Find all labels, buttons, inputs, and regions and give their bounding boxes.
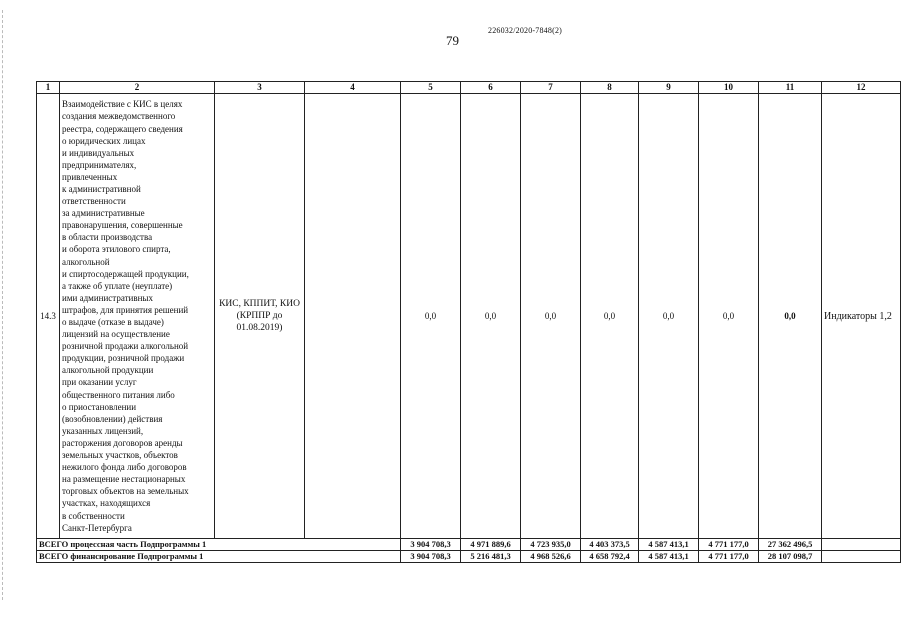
header-row [37,82,901,94]
col-header: 12 [822,82,901,94]
col-header: 10 [699,82,759,94]
description-line: за административные [62,208,145,219]
description-line: о юридических лицах [62,135,146,146]
description-line: и оборота этилового спирта, [62,244,171,255]
total-value: 27 362 496,5 [759,539,822,551]
total-value: 4 587 413,1 [639,551,699,563]
description-line: в собственности [62,510,125,521]
total-value: 3 904 708,3 [401,551,461,563]
value-cell: 0,0 [581,94,639,539]
description-line: продукции, розничной продажи [62,353,185,364]
value-cell: 0,0 [521,94,581,539]
col-header: 7 [521,82,581,94]
total-value: 4 771 177,0 [699,551,759,563]
total-row-process [37,539,901,551]
description-line: участках, находящихся [62,498,151,509]
description-line: а также об уплате (неуплате) [62,280,173,291]
description-line: о выдаче (отказе в выдаче) [62,317,164,327]
description-line: Санкт-Петербурга [62,522,132,533]
col-header: 8 [581,82,639,94]
total-value: 4 771 177,0 [699,539,759,551]
total-value: 4 403 373,5 [581,539,639,551]
description-line: о приостановлении [62,401,137,412]
description-line: и индивидуальных [62,147,135,158]
description-line: земельных участков, объектов [62,450,178,461]
description-line: ими административных [62,292,153,303]
col-header: 5 [401,82,461,94]
description-line: (возобновлении) действия [62,413,163,424]
description-line: алкогольной продукции [62,365,154,376]
total-value: 4 658 792,4 [581,551,639,563]
description-lines [62,98,212,533]
description-line: привлеченных [62,171,118,182]
col-header: 1 [37,82,60,94]
description-line: и спиртосодержащей продукции, [62,268,189,279]
description-line: указанных лицензий, [62,425,144,436]
description-line: ответственности [62,196,126,207]
description-line: штрафов, для принятия решений [62,304,189,315]
document-id: 226032/2020-7848(2) [488,26,563,35]
description-line: предпринимателях, [62,159,137,170]
budget-table [36,81,901,563]
total-empty [822,551,901,563]
page-number: 79 [446,33,459,48]
value-cell: 0,0 [461,94,521,539]
description-line: Взаимодействие с КИС в целях [62,99,183,110]
description-line: к административной [62,183,141,194]
description-line: лицензий на осуществление [62,329,170,340]
table-row [37,94,901,539]
total-value: 4 587 413,1 [639,539,699,551]
total-value: 3 904 708,3 [401,539,461,551]
col-header: 11 [759,82,822,94]
description-line: на размещение нестационарных [62,474,186,485]
total-value: 4 723 935,0 [521,539,581,551]
col-header: 6 [461,82,521,94]
row-col4 [305,94,401,539]
row-indicators: Индикаторы 1,2 [822,94,901,539]
total-label: ВСЕГО финансирование Подпрограммы 1 [37,551,401,563]
description-line: алкогольной [62,256,110,267]
col-header: 4 [305,82,401,94]
col-header: 2 [60,82,215,94]
col-header: 9 [639,82,699,94]
total-label: ВСЕГО процессная часть Подпрограммы 1 [37,539,401,551]
description-line: торговых объектов на земельных [62,486,189,497]
description-line: правонарушения, совершенные [62,220,183,231]
value-cell: 0,0 [699,94,759,539]
binding-margin [2,10,5,600]
total-row-financing [37,551,901,563]
description-line: реестра, содержащего сведения [62,123,183,134]
row-description [60,94,215,539]
description-line: розничной продажи алкогольной [62,341,189,352]
value-cell: 0,0 [639,94,699,539]
row-number: 14.3 [37,94,60,539]
total-value: 28 107 098,7 [759,551,822,563]
total-empty [822,539,901,551]
value-cell: 0,0 [401,94,461,539]
description-line: при оказании услуг [62,377,137,388]
description-line: расторжения договоров аренды [62,437,183,448]
row-executor: КИС, КППИТ, КИО (КРППР до 01.08.2019) [215,94,305,539]
value-cell-total: 0,0 [759,94,822,539]
total-value: 4 968 526,6 [521,551,581,563]
description-line: нежилого фонда либо договоров [62,462,187,473]
total-value: 4 971 889,6 [461,539,521,551]
description-line: общественного питания либо [62,389,175,400]
col-header: 3 [215,82,305,94]
description-line: создания межведомственного [62,111,176,122]
description-line: в области производства [62,232,153,243]
total-value: 5 216 481,3 [461,551,521,563]
